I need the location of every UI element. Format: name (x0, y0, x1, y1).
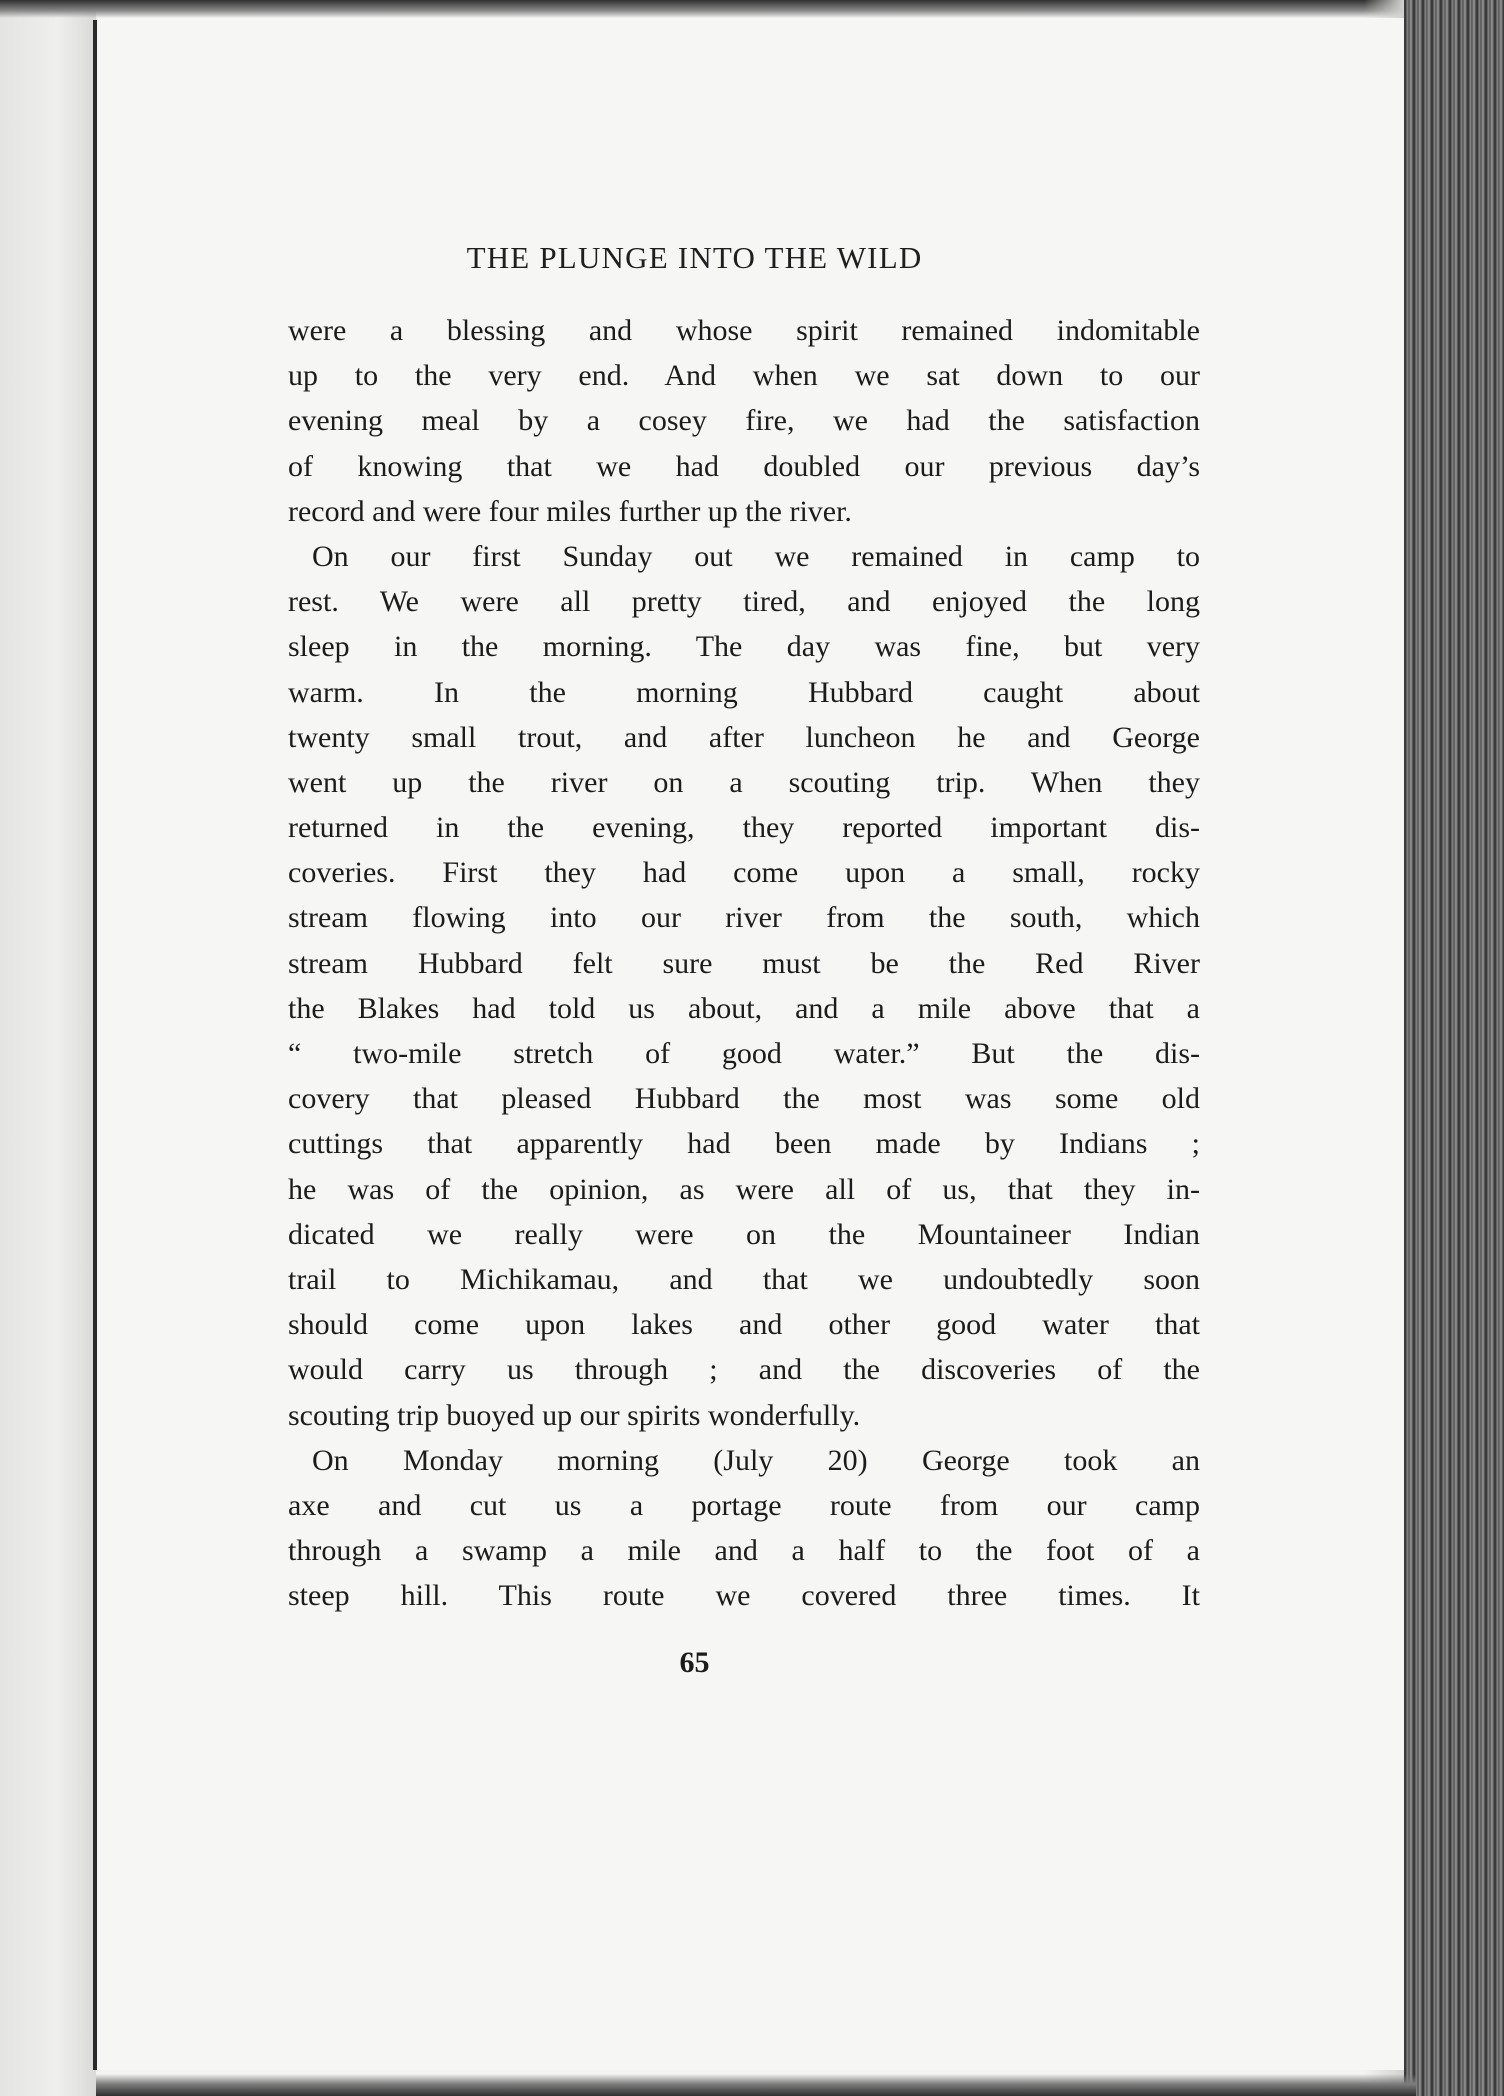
text-line: rest. We were all pretty tired, and enjoyed the long (288, 585, 1200, 619)
text-line: he was of the opinion, as were all of us, that they in- (288, 1172, 1200, 1206)
text-line: stream Hubbard felt sure must be the Red River (288, 946, 1200, 980)
page-stack-edges (1404, 0, 1504, 2096)
text-line: On our first Sunday out we remained in camp to (312, 539, 1200, 573)
top-scan-edge (0, 0, 1504, 18)
text-line: of knowing that we had doubled our previous day’s (288, 449, 1200, 483)
text-line: should come upon lakes and other good water that (288, 1308, 1200, 1342)
text-line: through a swamp a mile and a half to the foot of a (288, 1534, 1200, 1568)
text-line: returned in the evening, they reported important dis- (288, 811, 1200, 845)
text-line: sleep in the morning. The day was fine, but very (288, 630, 1200, 664)
text-line: covery that pleased Hubbard the most was some old (288, 1082, 1200, 1116)
text-line: record and were four miles further up the river. (288, 494, 852, 528)
page-number: 65 (679, 1646, 710, 1679)
bottom-scan-edge (96, 2074, 1416, 2096)
text-line: On Monday morning (July 20) George took an (312, 1443, 1200, 1477)
text-line: steep hill. This route we covered three times. It (288, 1579, 1200, 1613)
text-line: axe and cut us a portage route from our camp (288, 1488, 1200, 1522)
text-line: coveries. First they had come upon a small, rocky (288, 856, 1200, 890)
text-line: scouting trip buoyed up our spirits wonderfully. (288, 1398, 861, 1432)
facing-page-edge (0, 0, 96, 2096)
text-line: up to the very end. And when we sat down to our (288, 359, 1200, 393)
text-line: warm. In the morning Hubbard caught about (288, 675, 1200, 709)
book-page (97, 18, 1404, 2070)
text-line: evening meal by a cosey fire, we had the satisfaction (288, 404, 1200, 438)
text-line: trail to Michikamau, and that we undoubtedly soon (288, 1262, 1200, 1296)
text-line: the Blakes had told us about, and a mile above that a (288, 991, 1200, 1025)
text-line: stream flowing into our river from the south, which (288, 901, 1200, 935)
text-line: were a blessing and whose spirit remained indomitable (288, 314, 1200, 347)
text-line: “ two-mile stretch of good water.” But the dis- (288, 1037, 1200, 1070)
text-line: dicated we really were on the Mountaineer Indian (288, 1217, 1200, 1251)
running-head: THE PLUNGE INTO THE WILD (466, 240, 923, 275)
text-line: cuttings that apparently had been made by Indians ; (288, 1127, 1200, 1161)
body-text (288, 308, 1200, 1618)
text-line: twenty small trout, and after luncheon he and George (288, 720, 1200, 754)
text-line: went up the river on a scouting trip. When they (288, 765, 1200, 799)
text-line: would carry us through ; and the discoveries of the (288, 1353, 1200, 1387)
